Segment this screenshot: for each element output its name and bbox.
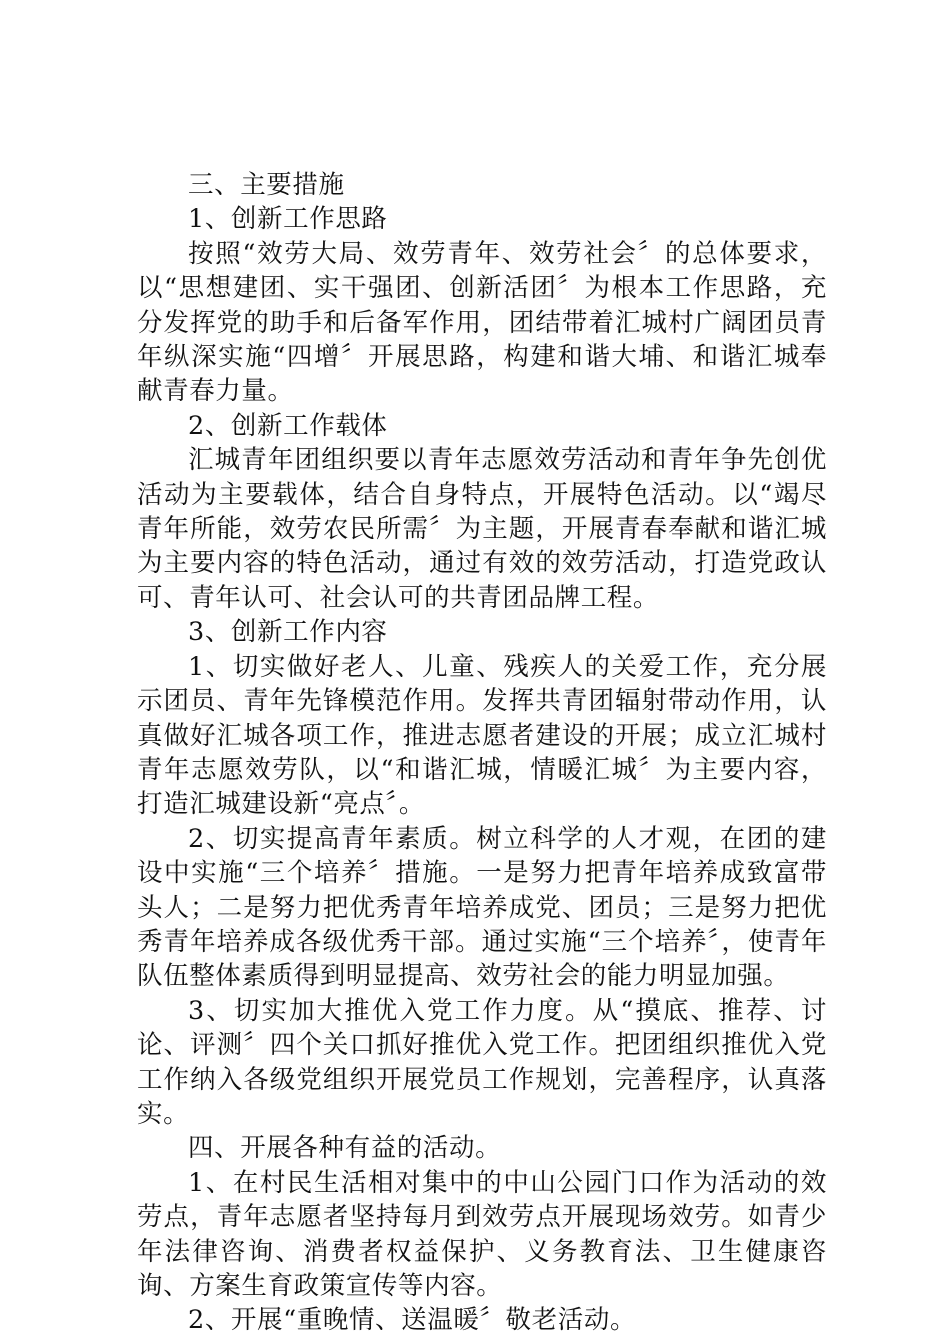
paragraph-youth-quality: 2、切实提高青年素质。树立科学的人才观，在团的建设中实施“三个培养〞措施。一是努力把青年培养成致富带头人；二是努力把优秀青年培养成党、团员；三是努力把优秀青年培养成各级优秀干部。通过实施“三个培养〞，使青年队伍整体素质得到明显提高、效劳社会的能力明显加强。: [137, 823, 827, 992]
subheading-work-carrier: 2、创新工作载体: [188, 410, 388, 441]
paragraph-work-carrier: 汇城青年团组织要以青年志愿效劳活动和青年争先创优活动为主要载体，结合自身特点，开展特色活动。以“竭尽青年所能，效劳农民所需〞为主题，开展青春奉献和谐汇城为主要内容的特色活动，通过有效的效劳活动，打造党政认可、青年认可、社会认可的共青团品牌工程。: [137, 445, 827, 613]
paragraph-elderly-activity: 2、开展“重晚情、送温暖〞敬老活动。: [188, 1305, 637, 1336]
paragraph-work-ideas: 按照“效劳大局、效劳青年、效劳社会〞的总体要求，以“思想建团、实干强团、创新活团〞为根本工作思路，充分发挥党的助手和后备军作用，团结带着汇城村广阔团员青年纵深实施“四增〞开展思路，构建和谐大埔、和谐汇城奉献青春力量。: [137, 238, 827, 407]
paragraph-party-recommendation: 3、切实加大推优入党工作力度。从“摸底、推荐、讨论、评测〞四个关口抓好推优入党工作。把团组织推优入党工作纳入各级党组织开展党员工作规划，完善程序，认真落实。: [137, 995, 827, 1129]
subheading-work-content: 3、创新工作内容: [188, 617, 388, 648]
paragraph-service-point: 1、在村民生活相对集中的中山公园门口作为活动的效劳点，青年志愿者坚持每月到效劳点开展现场效劳。如青少年法律咨询、消费者权益保护、义务教育法、卫生健康咨询、方案生育政策宣传等内容。: [137, 1167, 827, 1301]
paragraph-care-work: 1、切实做好老人、儿童、残疾人的关爱工作，充分展示团员、青年先锋模范作用。发挥共青团辐射带动作用，认真做好汇城各项工作，推进志愿者建设的开展；成立汇城村青年志愿效劳队，以“和谐汇城，情暖汇城〞为主要内容，打造汇城建设新“亮点〞。: [137, 651, 827, 820]
subheading-work-ideas: 1、创新工作思路: [188, 204, 388, 235]
section-heading-main-measures: 三、主要措施: [188, 170, 345, 200]
section-heading-activities: 四、开展各种有益的活动。: [188, 1133, 502, 1164]
document-body: [137, 168, 827, 1338]
